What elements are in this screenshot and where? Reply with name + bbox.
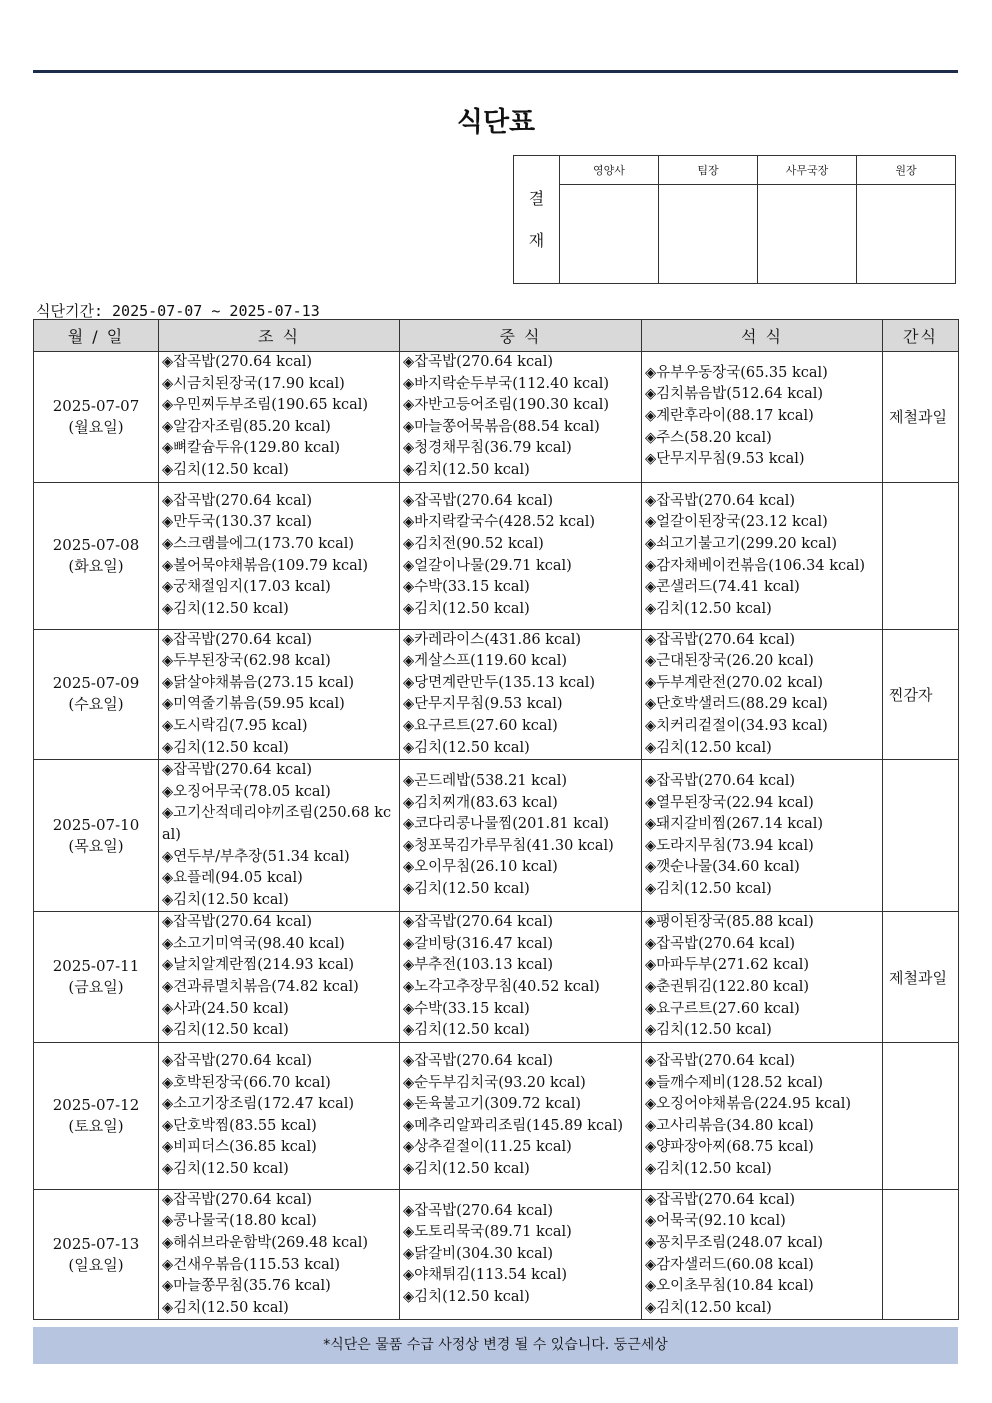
- menu-item: ◈ 김치(12.50 kcal): [645, 1020, 882, 1042]
- menu-item: ◈ 잡곡밥(270.64 kcal): [645, 491, 882, 513]
- menu-item: ◈ 잡곡밥(270.64 kcal): [162, 912, 399, 934]
- day-weekday: (목요일): [68, 836, 124, 855]
- menu-item: ◈ 야채튀김(113.54 kcal): [403, 1265, 641, 1287]
- menu-item: ◈ 호박된장국(66.70 kcal): [162, 1073, 399, 1095]
- menu-item: ◈ 잡곡밥(270.64 kcal): [645, 1190, 882, 1212]
- menu-item: ◈ 뼈칼슘두유(129.80 kcal): [162, 438, 399, 460]
- menu-item: ◈ 우민찌두부조림(190.65 kcal): [162, 395, 399, 417]
- menu-item: ◈ 잡곡밥(270.64 kcal): [162, 630, 399, 652]
- menu-item: ◈ 당면계란만두(135.13 kcal): [403, 673, 641, 695]
- dinner-cell: [642, 1189, 883, 1320]
- menu-item: ◈ 김치(12.50 kcal): [645, 738, 882, 760]
- table-row: [34, 482, 959, 629]
- menu-item: ◈ 들깨수제비(128.52 kcal): [645, 1073, 882, 1095]
- menu-item: ◈ 상추겉절이(11.25 kcal): [403, 1137, 641, 1159]
- breakfast-cell: [159, 629, 400, 760]
- menu-item: ◈ 궁채절임지(17.03 kcal): [162, 577, 399, 599]
- menu-item: ◈ 잡곡밥(270.64 kcal): [403, 912, 641, 934]
- menu-item: ◈ 잡곡밥(270.64 kcal): [645, 630, 882, 652]
- menu-item: ◈ 잡곡밥(270.64 kcal): [645, 934, 882, 956]
- menu-item: ◈ 김치(12.50 kcal): [645, 1159, 882, 1181]
- menu-item: ◈ 양파장아찌(68.75 kcal): [645, 1137, 882, 1159]
- menu-item: ◈ 알감자조림(85.20 kcal): [162, 417, 399, 439]
- day-cell: [34, 1189, 159, 1320]
- menu-item: ◈ 단무지무침(9.53 kcal): [403, 694, 641, 716]
- menu-item: ◈ 볼어묵야채볶음(109.79 kcal): [162, 556, 399, 578]
- menu-item: ◈ 얼갈이나물(29.71 kcal): [403, 556, 641, 578]
- menu-item: ◈ 잡곡밥(270.64 kcal): [162, 1190, 399, 1212]
- approval-role: 원장: [857, 156, 956, 185]
- menu-item: ◈ 김치(12.50 kcal): [403, 1287, 641, 1309]
- breakfast-cell: [159, 482, 400, 629]
- menu-item: ◈ 근대된장국(26.20 kcal): [645, 651, 882, 673]
- menu-item: ◈ 요구르트(27.60 kcal): [645, 999, 882, 1021]
- menu-item: ◈ 부추전(103.13 kcal): [403, 955, 641, 977]
- menu-item: ◈ 꽁치무조림(248.07 kcal): [645, 1233, 882, 1255]
- day-date: 2025-07-11: [52, 957, 140, 976]
- menu-item: ◈ 청포묵김가루무침(41.30 kcal): [403, 836, 641, 858]
- approval-box: [513, 155, 956, 284]
- menu-item: ◈ 바지락칼국수(428.52 kcal): [403, 512, 641, 534]
- day-weekday: (일요일): [68, 1255, 124, 1274]
- menu-item: ◈ 김치찌개(83.63 kcal): [403, 793, 641, 815]
- menu-item: ◈ 돈육불고기(309.72 kcal): [403, 1094, 641, 1116]
- menu-item: ◈ 오징어무국(78.05 kcal): [162, 782, 399, 804]
- day-weekday: (화요일): [68, 556, 124, 575]
- menu-item: ◈ 해쉬브라운함박(269.48 kcal): [162, 1233, 399, 1255]
- day-cell: [34, 760, 159, 912]
- day-weekday: (금요일): [68, 978, 124, 997]
- header-breakfast: 조 식: [159, 320, 400, 352]
- day-cell: [34, 482, 159, 629]
- menu-item: ◈ 오이초무침(10.84 kcal): [645, 1276, 882, 1298]
- header-lunch: 중 식: [400, 320, 642, 352]
- menu-item: ◈ 미역줄기볶음(59.95 kcal): [162, 694, 399, 716]
- day-weekday: (월요일): [68, 417, 124, 436]
- menu-item: ◈ 만두국(130.37 kcal): [162, 512, 399, 534]
- header-dinner: 석 식: [642, 320, 883, 352]
- table-row: [34, 629, 959, 760]
- menu-item: ◈ 감자샐러드(60.08 kcal): [645, 1255, 882, 1277]
- menu-item: ◈ 팽이된장국(85.88 kcal): [645, 912, 882, 934]
- table-row: [34, 760, 959, 912]
- menu-item: ◈ 단무지무침(9.53 kcal): [645, 449, 882, 471]
- menu-item: ◈ 잡곡밥(270.64 kcal): [403, 1201, 641, 1223]
- menu-item: ◈ 수박(33.15 kcal): [403, 999, 641, 1021]
- menu-item: ◈ 김치(12.50 kcal): [403, 879, 641, 901]
- menu-item: ◈ 도토리묵국(89.71 kcal): [403, 1222, 641, 1244]
- menu-item: ◈ 어묵국(92.10 kcal): [645, 1211, 882, 1233]
- menu-item: ◈ 콘샐러드(74.41 kcal): [645, 577, 882, 599]
- menu-item: ◈ 쇠고기불고기(299.20 kcal): [645, 534, 882, 556]
- menu-item: ◈ 비피더스(36.85 kcal): [162, 1137, 399, 1159]
- menu-item: ◈ 잡곡밥(270.64 kcal): [403, 1051, 641, 1073]
- dinner-cell: [642, 912, 883, 1043]
- menu-item: ◈ 감자채베이컨볶음(106.34 kcal): [645, 556, 882, 578]
- menu-item: ◈ 사과(24.50 kcal): [162, 999, 399, 1021]
- menu-item: ◈ 김치(12.50 kcal): [162, 599, 399, 621]
- signature-box: [659, 185, 758, 284]
- breakfast-cell: [159, 1189, 400, 1320]
- menu-item: ◈ 고사리볶음(34.80 kcal): [645, 1116, 882, 1138]
- menu-item: ◈ 잡곡밥(270.64 kcal): [645, 1051, 882, 1073]
- dinner-cell: [642, 482, 883, 629]
- menu-item: ◈ 마파두부(271.62 kcal): [645, 955, 882, 977]
- menu-item: ◈ 견과류멸치볶음(74.82 kcal): [162, 977, 399, 999]
- table-row: [34, 912, 959, 1043]
- menu-item: ◈ 김치볶음밥(512.64 kcal): [645, 384, 882, 406]
- menu-item: ◈ 잡곡밥(270.64 kcal): [403, 491, 641, 513]
- snack-cell: 제철과일: [883, 352, 959, 483]
- menu-item: ◈ 청경채무침(36.79 kcal): [403, 438, 641, 460]
- menu-item: ◈ 얼갈이된장국(23.12 kcal): [645, 512, 882, 534]
- menu-item: ◈ 김치전(90.52 kcal): [403, 534, 641, 556]
- menu-item: ◈ 잡곡밥(270.64 kcal): [162, 352, 399, 374]
- menu-item: ◈ 김치(12.50 kcal): [403, 738, 641, 760]
- menu-item: ◈ 돼지갈비찜(267.14 kcal): [645, 814, 882, 836]
- day-date: 2025-07-09: [52, 674, 140, 693]
- menu-item: ◈ 연두부/부추장(51.34 kcal): [162, 847, 399, 869]
- menu-item: ◈ 김치(12.50 kcal): [645, 599, 882, 621]
- menu-item: ◈ 김치(12.50 kcal): [162, 1159, 399, 1181]
- snack-cell: [883, 760, 959, 912]
- menu-item: ◈ 잡곡밥(270.64 kcal): [403, 352, 641, 374]
- day-cell: [34, 912, 159, 1043]
- header-date: 월 / 일: [34, 320, 159, 352]
- menu-item: ◈ 도라지무침(73.94 kcal): [645, 836, 882, 858]
- lunch-cell: [400, 760, 642, 912]
- menu-item: ◈ 열무된장국(22.94 kcal): [645, 793, 882, 815]
- menu-item: ◈ 요플레(94.05 kcal): [162, 868, 399, 890]
- menu-item: ◈ 김치(12.50 kcal): [645, 879, 882, 901]
- menu-item: ◈ 잡곡밥(270.64 kcal): [162, 491, 399, 513]
- dinner-cell: [642, 352, 883, 483]
- menu-item: ◈ 바지락순두부국(112.40 kcal): [403, 374, 641, 396]
- day-date: 2025-07-07: [52, 396, 140, 415]
- menu-item: ◈ 날치알계란찜(214.93 kcal): [162, 955, 399, 977]
- signature-box: [857, 185, 956, 284]
- menu-item: ◈ 김치(12.50 kcal): [162, 460, 399, 482]
- day-cell: [34, 352, 159, 483]
- day-date: 2025-07-08: [52, 535, 140, 554]
- menu-item: ◈ 곤드레밥(538.21 kcal): [403, 771, 641, 793]
- menu-item: ◈ 단호박샐러드(88.29 kcal): [645, 694, 882, 716]
- day-cell: [34, 629, 159, 760]
- snack-cell: 찐감자: [883, 629, 959, 760]
- menu-item: ◈ 잡곡밥(270.64 kcal): [162, 1051, 399, 1073]
- menu-item: ◈ 자반고등어조림(190.30 kcal): [403, 395, 641, 417]
- snack-cell: [883, 1042, 959, 1189]
- lunch-cell: [400, 482, 642, 629]
- lunch-cell: [400, 352, 642, 483]
- snack-cell: [883, 1189, 959, 1320]
- menu-item: ◈ 잡곡밥(270.64 kcal): [162, 760, 399, 782]
- menu-item: ◈ 치커리겉절이(34.93 kcal): [645, 716, 882, 738]
- menu-item: ◈ 김치(12.50 kcal): [162, 1298, 399, 1320]
- menu-item: ◈ 김치(12.50 kcal): [162, 890, 399, 912]
- menu-item: ◈ 게살스프(119.60 kcal): [403, 651, 641, 673]
- menu-item: ◈ 요구르트(27.60 kcal): [403, 716, 641, 738]
- dinner-cell: [642, 760, 883, 912]
- signature-box: [758, 185, 857, 284]
- menu-item: ◈ 시금치된장국(17.90 kcal): [162, 374, 399, 396]
- menu-item: ◈ 김치(12.50 kcal): [645, 1298, 882, 1320]
- menu-period: 식단기간: 2025-07-07 ~ 2025-07-13: [36, 300, 326, 322]
- menu-item: ◈ 계란후라이(88.17 kcal): [645, 406, 882, 428]
- table-row: [34, 352, 959, 483]
- signature-box: [560, 185, 659, 284]
- menu-item: ◈ 두부계란전(270.02 kcal): [645, 673, 882, 695]
- approval-role: 팀장: [659, 156, 758, 185]
- menu-item: ◈ 김치(12.50 kcal): [162, 738, 399, 760]
- day-weekday: (토요일): [68, 1116, 124, 1135]
- menu-table: [33, 319, 959, 1320]
- footer-note: *식단은 물품 수급 사정상 변경 될 수 있습니다. 둥근세상: [33, 1327, 958, 1364]
- menu-item: ◈ 고기산적데리야끼조림(250.68 kcal): [162, 803, 399, 846]
- menu-item: ◈ 오징어야채볶음(224.95 kcal): [645, 1094, 882, 1116]
- menu-item: ◈ 마늘쫑어묵볶음(88.54 kcal): [403, 417, 641, 439]
- menu-item: ◈ 김치(12.50 kcal): [403, 1020, 641, 1042]
- header-snack: 간식: [883, 320, 959, 352]
- approval-role: 영양사: [560, 156, 659, 185]
- page-title: 식단표: [456, 107, 536, 138]
- day-date: 2025-07-13: [52, 1234, 140, 1253]
- menu-item: ◈ 수박(33.15 kcal): [403, 577, 641, 599]
- menu-item: ◈ 코다리콩나물찜(201.81 kcal): [403, 814, 641, 836]
- menu-item: ◈ 춘권튀김(122.80 kcal): [645, 977, 882, 999]
- menu-item: ◈ 단호박찜(83.55 kcal): [162, 1116, 399, 1138]
- menu-item: ◈ 두부된장국(62.98 kcal): [162, 651, 399, 673]
- table-row: [34, 1189, 959, 1320]
- menu-item: ◈ 잡곡밥(270.64 kcal): [645, 771, 882, 793]
- day-date: 2025-07-12: [52, 1095, 140, 1114]
- menu-item: ◈ 마늘쫑무침(35.76 kcal): [162, 1276, 399, 1298]
- breakfast-cell: [159, 1042, 400, 1189]
- menu-item: ◈ 김치(12.50 kcal): [162, 1020, 399, 1042]
- menu-item: ◈ 메추리알꽈리조림(145.89 kcal): [403, 1116, 641, 1138]
- menu-item: ◈ 깻순나물(34.60 kcal): [645, 857, 882, 879]
- menu-item: ◈ 김치(12.50 kcal): [403, 1159, 641, 1181]
- menu-item: ◈ 유부우동장국(65.35 kcal): [645, 363, 882, 385]
- lunch-cell: [400, 629, 642, 760]
- menu-item: ◈ 건새우볶음(115.53 kcal): [162, 1255, 399, 1277]
- dinner-cell: [642, 629, 883, 760]
- approval-label: 결 재: [514, 156, 560, 284]
- menu-item: ◈ 닭살야채볶음(273.15 kcal): [162, 673, 399, 695]
- menu-item: ◈ 닭갈비(304.30 kcal): [403, 1244, 641, 1266]
- menu-item: ◈ 도시락김(7.95 kcal): [162, 716, 399, 738]
- approval-role: 사무국장: [758, 156, 857, 185]
- snack-cell: 제철과일: [883, 912, 959, 1043]
- menu-item: ◈ 콩나물국(18.80 kcal): [162, 1211, 399, 1233]
- menu-item: ◈ 오이무침(26.10 kcal): [403, 857, 641, 879]
- lunch-cell: [400, 912, 642, 1043]
- breakfast-cell: [159, 760, 400, 912]
- menu-item: ◈ 갈비탕(316.47 kcal): [403, 934, 641, 956]
- day-weekday: (수요일): [68, 695, 124, 714]
- day-cell: [34, 1042, 159, 1189]
- breakfast-cell: [159, 912, 400, 1043]
- menu-item: ◈ 스크램블에그(173.70 kcal): [162, 534, 399, 556]
- menu-item: ◈ 순두부김치국(93.20 kcal): [403, 1073, 641, 1095]
- snack-cell: [883, 482, 959, 629]
- breakfast-cell: [159, 352, 400, 483]
- menu-item: ◈ 소고기미역국(98.40 kcal): [162, 934, 399, 956]
- lunch-cell: [400, 1042, 642, 1189]
- day-date: 2025-07-10: [52, 815, 140, 834]
- lunch-cell: [400, 1189, 642, 1320]
- menu-item: ◈ 주스(58.20 kcal): [645, 428, 882, 450]
- top-rule: [33, 70, 958, 73]
- menu-item: ◈ 노각고추장무침(40.52 kcal): [403, 977, 641, 999]
- menu-item: ◈ 소고기장조림(172.47 kcal): [162, 1094, 399, 1116]
- menu-item: ◈ 김치(12.50 kcal): [403, 599, 641, 621]
- menu-item: ◈ 카레라이스(431.86 kcal): [403, 630, 641, 652]
- menu-item: ◈ 김치(12.50 kcal): [403, 460, 641, 482]
- table-row: [34, 1042, 959, 1189]
- dinner-cell: [642, 1042, 883, 1189]
